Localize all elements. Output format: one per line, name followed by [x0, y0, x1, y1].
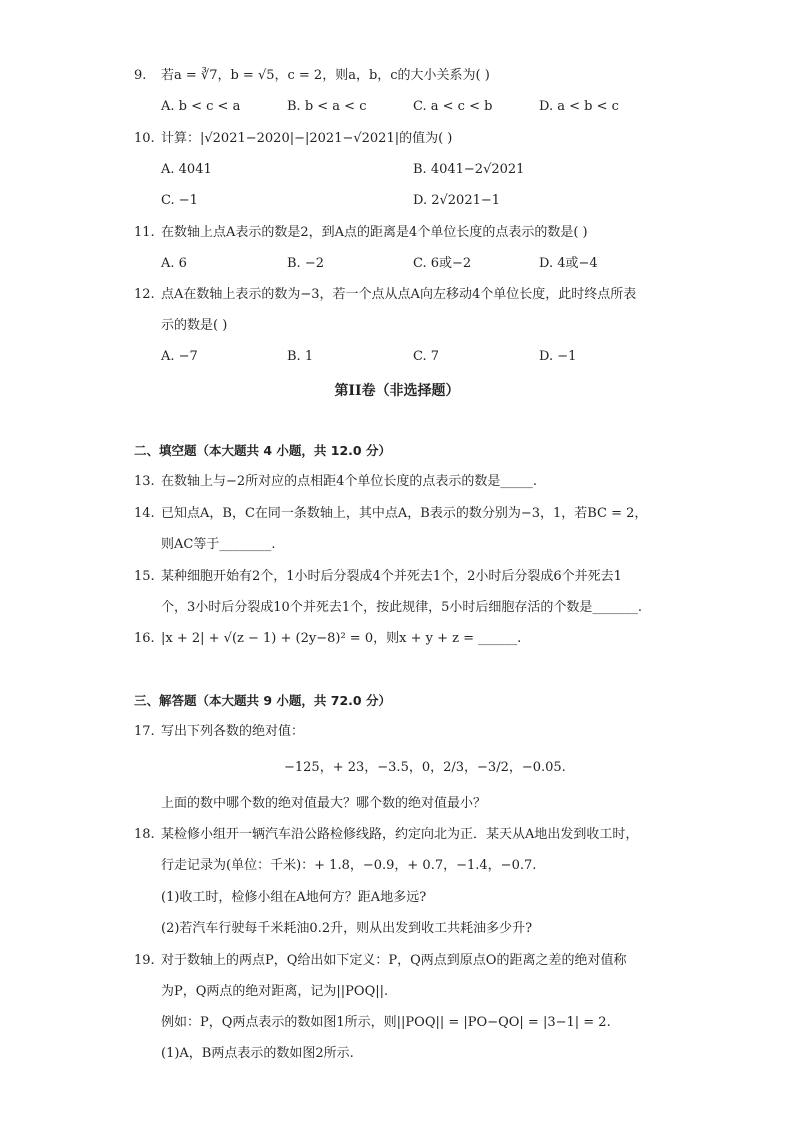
- q12-stem-line1: 点A在数轴上表示的数为−3，若一个点从点A向左移动4个单位长度，此时终点所表: [161, 287, 637, 302]
- q10-option-c: C. −1: [161, 193, 198, 208]
- q19-line3: 例如：P，Q两点表示的数如图1所示，则||POQ|| = |PO−QO| = |3−1| = 2.: [161, 1015, 611, 1030]
- q15-line2: 个，3小时后分裂成10个并死去1个，按此规律，5小时后细胞存活的个数是_______.: [161, 600, 642, 615]
- q16-text: |x + 2| + √(z − 1) + (2y−8)² = 0，则x + y + z = ______.: [161, 631, 522, 646]
- q9-option-b: B. b < a < c: [287, 99, 367, 114]
- section3-heading: 三、解答题（本大题共 9 小题，共 72.0 分）: [134, 693, 391, 708]
- q17-number: 17.: [134, 724, 155, 739]
- q10-number: 10.: [134, 131, 155, 146]
- q16-number: 16.: [134, 631, 155, 646]
- q14-number: 14.: [134, 506, 155, 521]
- q10-option-a: A. 4041: [161, 162, 212, 177]
- q9-option-d: D. a < b < c: [539, 99, 619, 114]
- q17-numbers: −125，+ 23，−3.5，0，2/3，−3/2，−0.05.: [284, 760, 566, 775]
- q9-stem: 若a = ∛7，b = √5，c = 2，则a，b，c的大小关系为( ): [161, 68, 490, 83]
- section2-heading: 二、填空题（本大题共 4 小题，共 12.0 分）: [134, 443, 391, 458]
- q9-option-c: C. a < c < b: [413, 99, 493, 114]
- q12-option-c: C. 7: [413, 349, 440, 364]
- q18-line4: (2)若汽车行驶每千米耗油0.2升，则从出发到收工共耗油多少升?: [161, 921, 533, 936]
- q19-line1: 对于数轴上的两点P，Q给出如下定义：P，Q两点到原点O的距离之差的绝对值称: [161, 953, 627, 968]
- q11-stem: 在数轴上点A表示的数是2，到A点的距离是4个单位长度的点表示的数是( ): [161, 225, 588, 240]
- q19-line2: 为P，Q两点的绝对距离，记为||POQ||.: [161, 984, 389, 999]
- q13-number: 13.: [134, 474, 155, 489]
- q10-option-b: B. 4041−2√2021: [413, 162, 525, 177]
- q18-line2: 行走记录为(单位：千米)：+ 1.8，−0.9，+ 0.7，−1.4，−0.7.: [161, 858, 537, 873]
- q18-number: 18.: [134, 827, 155, 842]
- q17-line1: 写出下列各数的绝对值：: [161, 724, 305, 739]
- q12-stem-line2: 示的数是( ): [161, 318, 228, 333]
- q14-line2: 则AC等于________.: [161, 537, 276, 552]
- q19-line4: (1)A，B两点表示的数如图2所示.: [161, 1046, 354, 1061]
- q10-option-d: D. 2√2021−1: [413, 193, 501, 208]
- q12-option-a: A. −7: [161, 349, 198, 364]
- q18-line1: 某检修小组开一辆汽车沿公路检修线路，约定向北为正．某天从A地出发到收工时，: [161, 827, 639, 842]
- q9-option-a: A. b < c < a: [161, 99, 241, 114]
- q17-line3: 上面的数中哪个数的绝对值最大？哪个数的绝对值最小？: [161, 796, 487, 811]
- volume-title: 第II卷（非选择题）: [334, 383, 460, 399]
- q12-number: 12.: [134, 287, 155, 302]
- q18-line3: (1)收工时，检修小组在A地何方？距A地多远?: [161, 890, 427, 905]
- q11-option-d: D. 4或−4: [539, 256, 598, 271]
- q19-number: 19.: [134, 953, 155, 968]
- q15-line1: 某种细胞开始有2个，1小时后分裂成4个并死去1个，2小时后分裂成6个并死去1: [161, 569, 622, 584]
- q11-option-a: A. 6: [161, 256, 187, 271]
- q12-option-b: B. 1: [287, 349, 314, 364]
- q15-number: 15.: [134, 569, 155, 584]
- q10-stem: 计算：|√2021−2020|−|2021−√2021|的值为( ): [161, 131, 453, 146]
- q11-number: 11.: [134, 225, 155, 240]
- q11-option-b: B. −2: [287, 256, 324, 271]
- q14-line1: 已知点A，B，C在同一条数轴上，其中点A，B表示的数分别为−3，1，若BC = 2，: [161, 506, 648, 521]
- q13-text: 在数轴上与−2所对应的点相距4个单位长度的点表示的数是_____.: [161, 474, 538, 489]
- q12-option-d: D. −1: [539, 349, 577, 364]
- q9-number: 9.: [134, 68, 147, 83]
- q11-option-c: C. 6或−2: [413, 256, 472, 271]
